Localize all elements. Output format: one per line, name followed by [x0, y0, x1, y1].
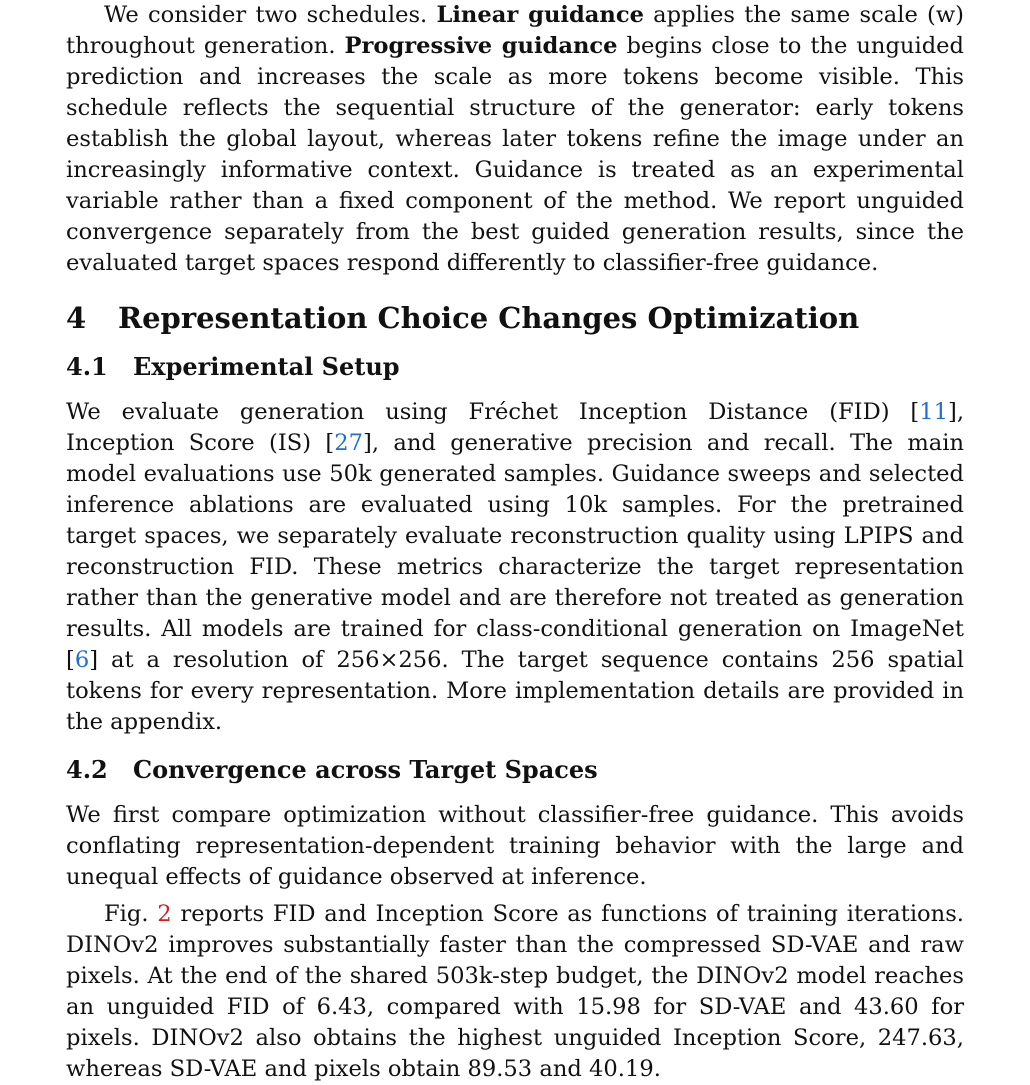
- subsection-4-1-heading: [66, 350, 964, 384]
- subsection-number: 4.1: [66, 352, 108, 381]
- convergence-intro-paragraph: We first compare optimization without classifier-free guidance. This avoids conflating representation-dependent training behavior with the large and unequal effects of guidance observed at inference.: [66, 802, 964, 890]
- linear-guidance-term: Linear guidance: [436, 2, 644, 28]
- experimental-setup-paragraph: [66, 397, 964, 738]
- spacer: [66, 338, 964, 350]
- results-text-2: reports FID and Inception Score as functions of training iterations. DINOv2 improves substantially faster than the compressed SD-VAE and raw pixels. At the end of the shared 503k-step budget, the DINOv2 model reaches an unguided FID of 6.43, compared with 15.98 for SD-VAE and 43.60 for pixels. DINOv2 also obtains the highest unguided Inception Score, 247.63, whereas SD-VAE and pixels obtain 89.53 and 40.19.: [66, 901, 964, 1082]
- setup-text-2: ], Inception Score (IS) [: [66, 399, 964, 456]
- spacer: [66, 787, 964, 800]
- subsection-title: Convergence across Target Spaces: [133, 755, 598, 784]
- convergence-results-paragraph: [66, 899, 964, 1085]
- guidance-text-1: We consider two schedules.: [104, 2, 437, 28]
- setup-text-4: ] at a resolution of 256×256. The target sequence contains 256 spatial tokens for every representation. More implementation details are provided in the appendix.: [66, 647, 964, 735]
- guidance-text-2: applies the same scale (w) throughout generation.: [66, 2, 964, 59]
- subsection-number: 4.2: [66, 755, 108, 784]
- spacer: [66, 384, 964, 397]
- spacer: [66, 738, 964, 753]
- subsection-4-2-heading: [66, 753, 964, 787]
- section-title: Representation Choice Changes Optimization: [118, 301, 860, 335]
- guidance-schedules-paragraph: [66, 0, 964, 279]
- citation-link-fid[interactable]: 11: [919, 399, 948, 425]
- citation-link-is[interactable]: 27: [334, 430, 363, 456]
- citation-link-imagenet[interactable]: 6: [74, 647, 90, 673]
- guidance-text-3: begins close to the unguided prediction and increases the scale as more tokens become visible. This schedule reflects the sequential structure of the generator: early tokens establish the global layout, whereas later tokens refine the image under an increasingly informative context. Guidance is treated as an experimental variable rather than a fixed component of the method. We report unguided convergence separately from the best guided generation results, since the evaluated target spaces respond differently to classifier-free guidance.: [66, 33, 964, 276]
- figure-link-2[interactable]: 2: [157, 901, 172, 927]
- section-number: 4: [66, 301, 87, 335]
- setup-text-1: We evaluate generation using Fréchet Inception Distance (FID) [: [66, 399, 920, 425]
- progressive-guidance-term: Progressive guidance: [344, 33, 618, 59]
- paper-page: [66, 0, 964, 1085]
- spacer: [66, 279, 964, 298]
- setup-text-3: ], and generative precision and recall. The main model evaluations use 50k generated samples. Guidance sweeps and selected inference ablations are evaluated using 10k samples. For the pretrained target spaces, we separately evaluate reconstruction quality using LPIPS and reconstruction FID. These metrics characterize the target representation rather than the generative model and are therefore not treated as generation results. All models are trained for class-conditional generation on ImageNet [: [66, 430, 964, 673]
- results-text-1: Fig.: [104, 901, 158, 927]
- subsection-title: Experimental Setup: [133, 352, 400, 381]
- section-4-heading: [66, 298, 964, 338]
